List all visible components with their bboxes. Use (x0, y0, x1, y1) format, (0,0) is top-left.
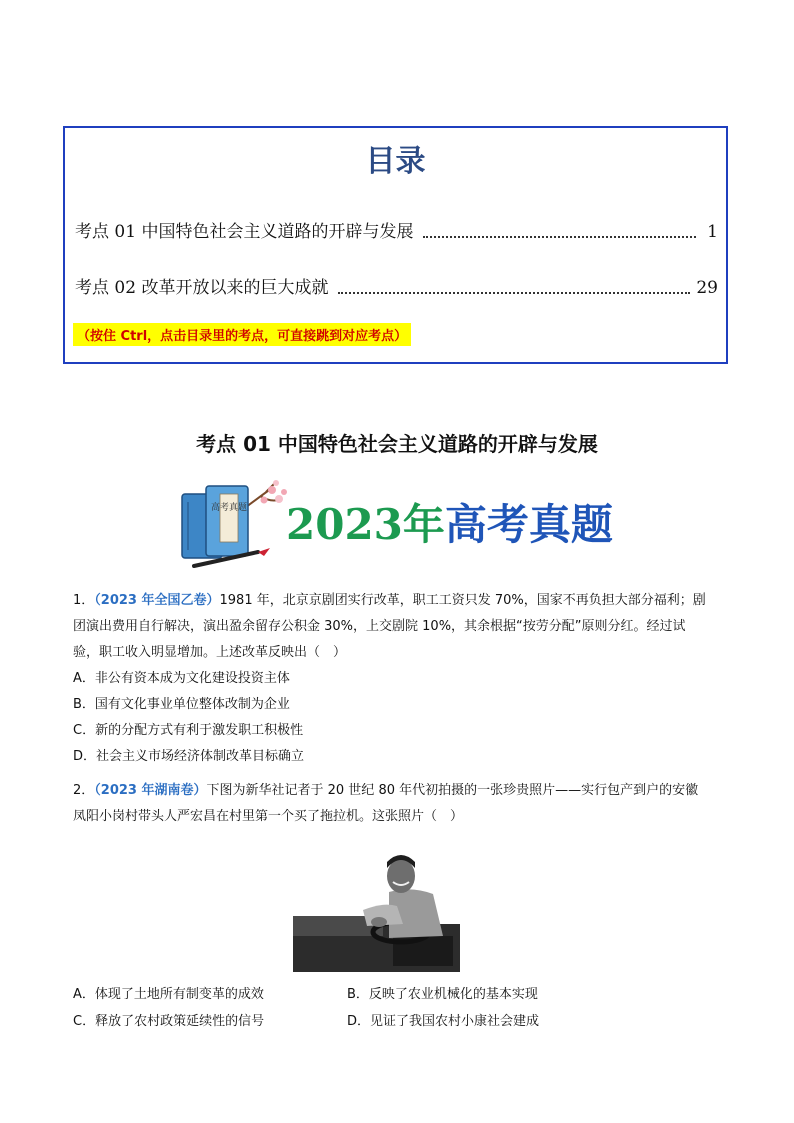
banner-name: 高考真题 (444, 500, 613, 549)
toc-title: 目录 (365, 144, 426, 179)
question-1 (73, 588, 733, 770)
option-c[interactable]: C．新的分配方式有利于激发职工积极性 (73, 723, 304, 738)
q2-option-b[interactable]: B．反映了农业机械化的基本实现 (347, 987, 538, 1002)
toc-leader-dots (338, 291, 690, 294)
banner-title (286, 492, 613, 552)
toc-item-label[interactable]: 考点 01 中国特色社会主义道路的开辟与发展 (75, 222, 414, 242)
q2-option-a[interactable]: A．体现了土地所有制变革的成效 (73, 987, 264, 1002)
book-label: 高考真题 (210, 503, 248, 513)
option-d[interactable]: D．社会主义市场经济体制改革目标确立 (73, 749, 305, 764)
toc-item-page[interactable]: 1 (707, 222, 718, 242)
toc-item-1[interactable] (75, 218, 718, 242)
q2-option-c[interactable]: C．释放了农村政策延续性的信号 (73, 1014, 265, 1029)
question-1-line-1 (73, 588, 733, 614)
section-title: 考点 01 中国特色社会主义道路的开辟与发展 (196, 432, 598, 456)
question-source: （2023 年湖南卷） (94, 783, 207, 798)
question-number: 2． (73, 783, 95, 798)
toc-leader-dots (423, 235, 696, 238)
toc-box (63, 126, 728, 364)
question-number: 1． (73, 593, 95, 608)
option-b[interactable]: B．国有文化事业单位整体改制为企业 (73, 697, 290, 712)
books-icon (180, 480, 290, 572)
toc-item-page[interactable]: 29 (696, 278, 718, 298)
question-stem: 凤阳小岗村带头人严宏昌在村里第一个买了拖拉机。这张照片（ ） (73, 809, 464, 824)
option-a[interactable]: A．非公有资本成为文化建设投资主体 (73, 671, 290, 686)
toc-note: （按住 Ctrl，点击目录里的考点，可直接跳到对应考点） (73, 323, 411, 346)
question-stem: 团演出费用自行解决，演出盈余留存公积金 30%，上交剧院 10%，其余根据“按劳分配”原则分红。经过试 (73, 619, 686, 634)
tractor-photo (293, 846, 460, 972)
toc-item-label[interactable]: 考点 02 改革开放以来的巨大成就 (75, 278, 329, 298)
question-source: （2023 年全国乙卷） (94, 593, 220, 608)
exam-banner (180, 480, 620, 572)
question-stem: 验，职工收入明显增加。上述改革反映出（ ） (73, 645, 347, 660)
question-2 (73, 778, 733, 830)
toc-item-2[interactable] (75, 274, 718, 298)
banner-year: 2023年 (286, 500, 445, 549)
q2-option-d[interactable]: D．见证了我国农村小康社会建成 (347, 1014, 540, 1029)
question-stem: 下图为新华社记者于 20 世纪 80 年代初拍摄的一张珍贵照片——实行包产到户的安徽 (206, 783, 699, 798)
question-stem: 1981 年，北京京剧团实行改革，职工工资只发 70%，国家不再负担大部分福利；剧 (219, 593, 706, 608)
question-2-line-1 (73, 778, 733, 804)
